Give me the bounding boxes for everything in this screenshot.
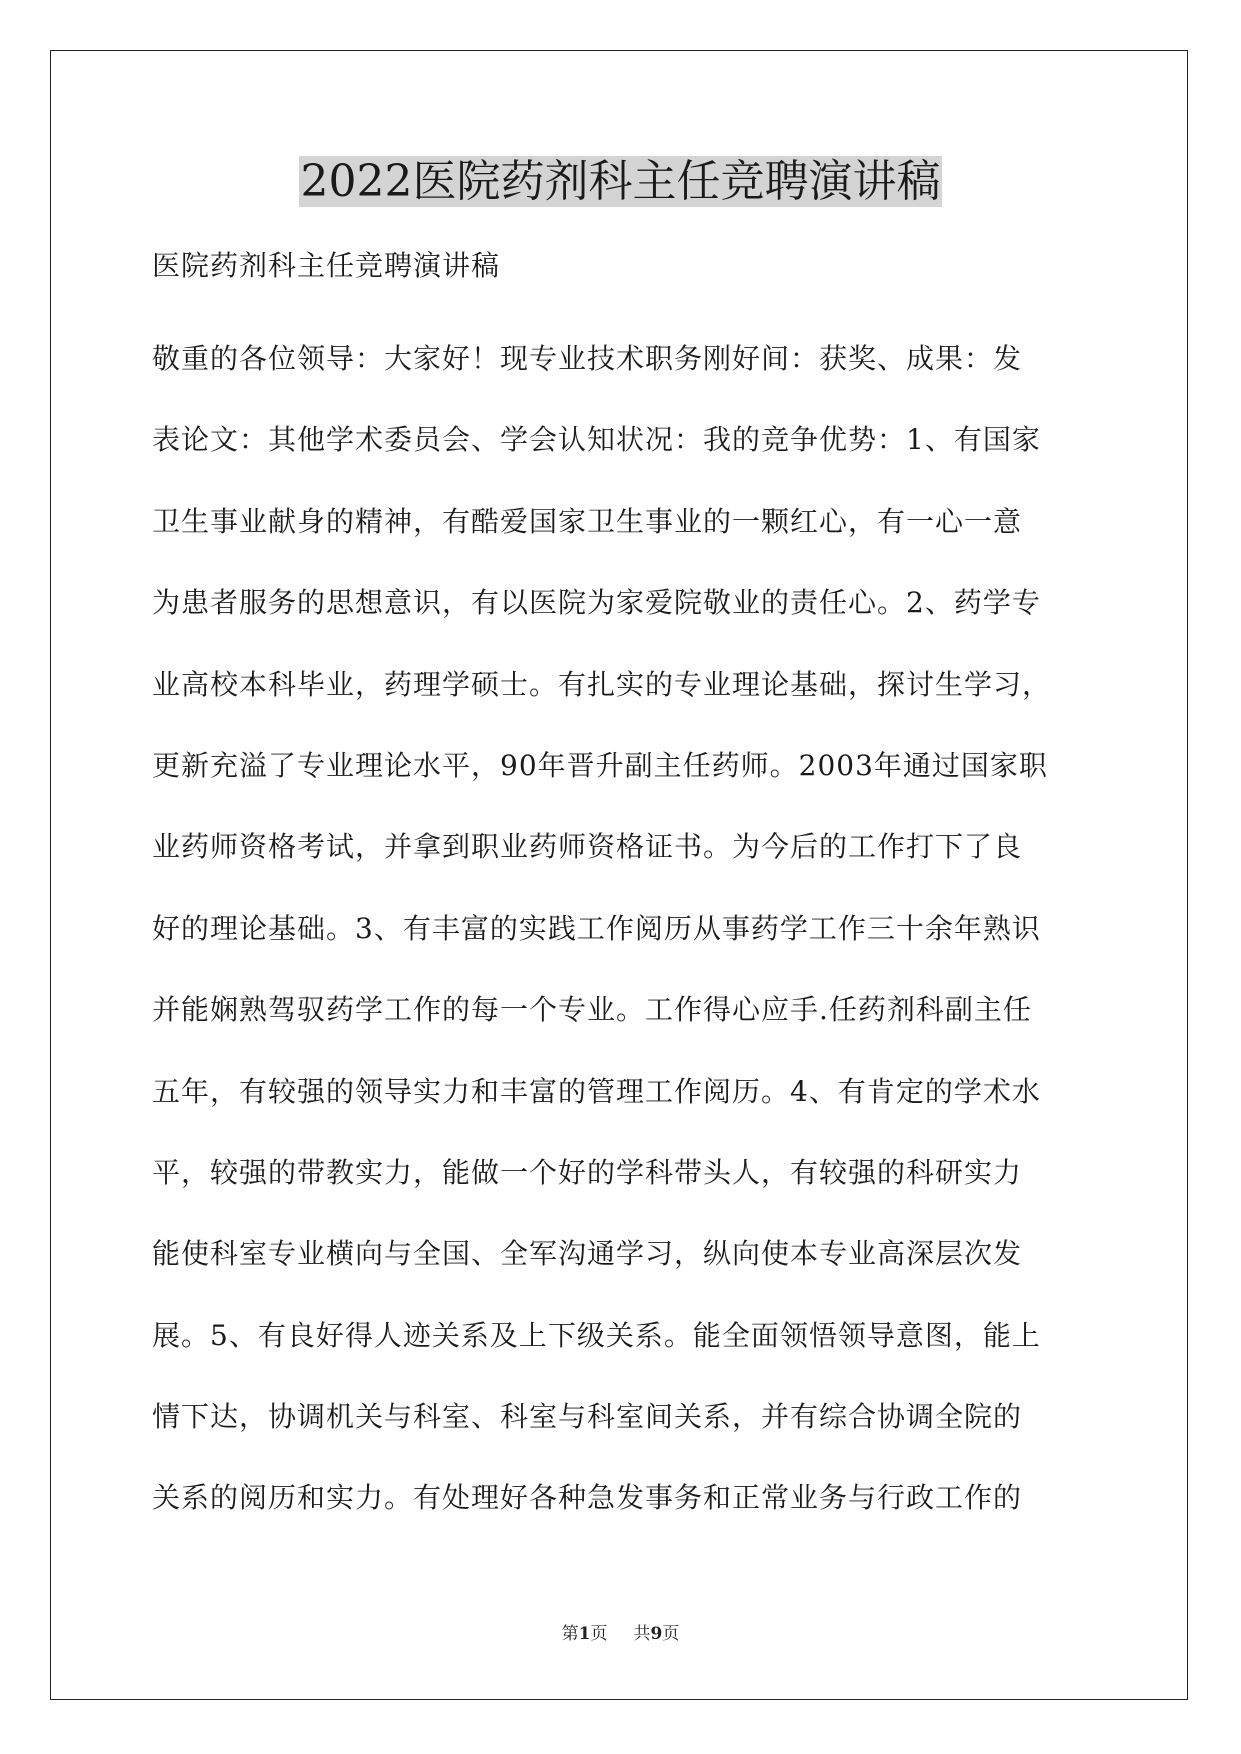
page-suffix: 页 xyxy=(590,1624,608,1644)
body-line: 好的理论基础。3、有丰富的实践工作阅历从事药学工作三十余年熟识 xyxy=(152,911,1041,945)
page-number: 1 xyxy=(578,1624,591,1644)
body-line: 表论文：其他学术委员会、学会认知状况：我的竞争优势：1、有国家 xyxy=(152,423,1041,457)
body-line: 业高校本科毕业，药理学硕士。有扎实的专业理论基础，探讨生学习， xyxy=(152,667,1052,701)
page-prefix: 第 xyxy=(561,1624,579,1644)
document-title xyxy=(0,152,1241,212)
page-footer xyxy=(0,1622,1241,1646)
document-title-text: 2022医院药剂科主任竞聘演讲稿 xyxy=(300,156,941,207)
body-line: 展。5、有良好得人迹关系及上下级关系。能全面领悟领导意图，能上 xyxy=(152,1318,1041,1352)
body-line: 并能娴熟驾驭药学工作的每一个专业。工作得心应手.任药剂科副主任 xyxy=(152,993,1032,1027)
body-line: 关系的阅历和实力。有处理好各种急发事务和正常业务与行政工作的 xyxy=(152,1481,1023,1515)
body-line: 五年，有较强的领导实力和丰富的管理工作阅历。4、有肯定的学术水 xyxy=(152,1074,1041,1108)
body-line: 为患者服务的思想意识，有以医院为家爱院敬业的责任心。2、药学专 xyxy=(152,586,1041,620)
total-prefix: 共 xyxy=(633,1624,651,1644)
body-line: 卫生事业献身的精神，有酷爱国家卫生事业的一颗红心，有一心一意 xyxy=(152,504,1023,538)
body-line: 敬重的各位领导：大家好！现专业技术职务刚好间：获奖、成果：发 xyxy=(152,342,1023,375)
total-pages: 9 xyxy=(650,1624,663,1644)
body-line: 更新充溢了专业理论水平，90年晋升副主任药师。2003年通过国家职 xyxy=(152,748,1048,782)
total-suffix: 页 xyxy=(662,1624,680,1644)
body-line: 能使科室专业横向与全国、全军沟通学习，纵向使本专业高深层次发 xyxy=(152,1237,1023,1271)
body-line: 情下达，协调机关与科室、科室与科室间关系，并有综合协调全院的 xyxy=(152,1400,1023,1434)
document-body xyxy=(152,238,1092,1539)
body-line: 平，较强的带教实力，能做一个好的学科带头人，有较强的科研实力 xyxy=(152,1155,1023,1189)
document-subtitle: 医院药剂科主任竞聘演讲稿 xyxy=(152,249,501,282)
body-line: 业药师资格考试，并拿到职业药师资格证书。为今后的工作打下了良 xyxy=(152,830,1023,864)
